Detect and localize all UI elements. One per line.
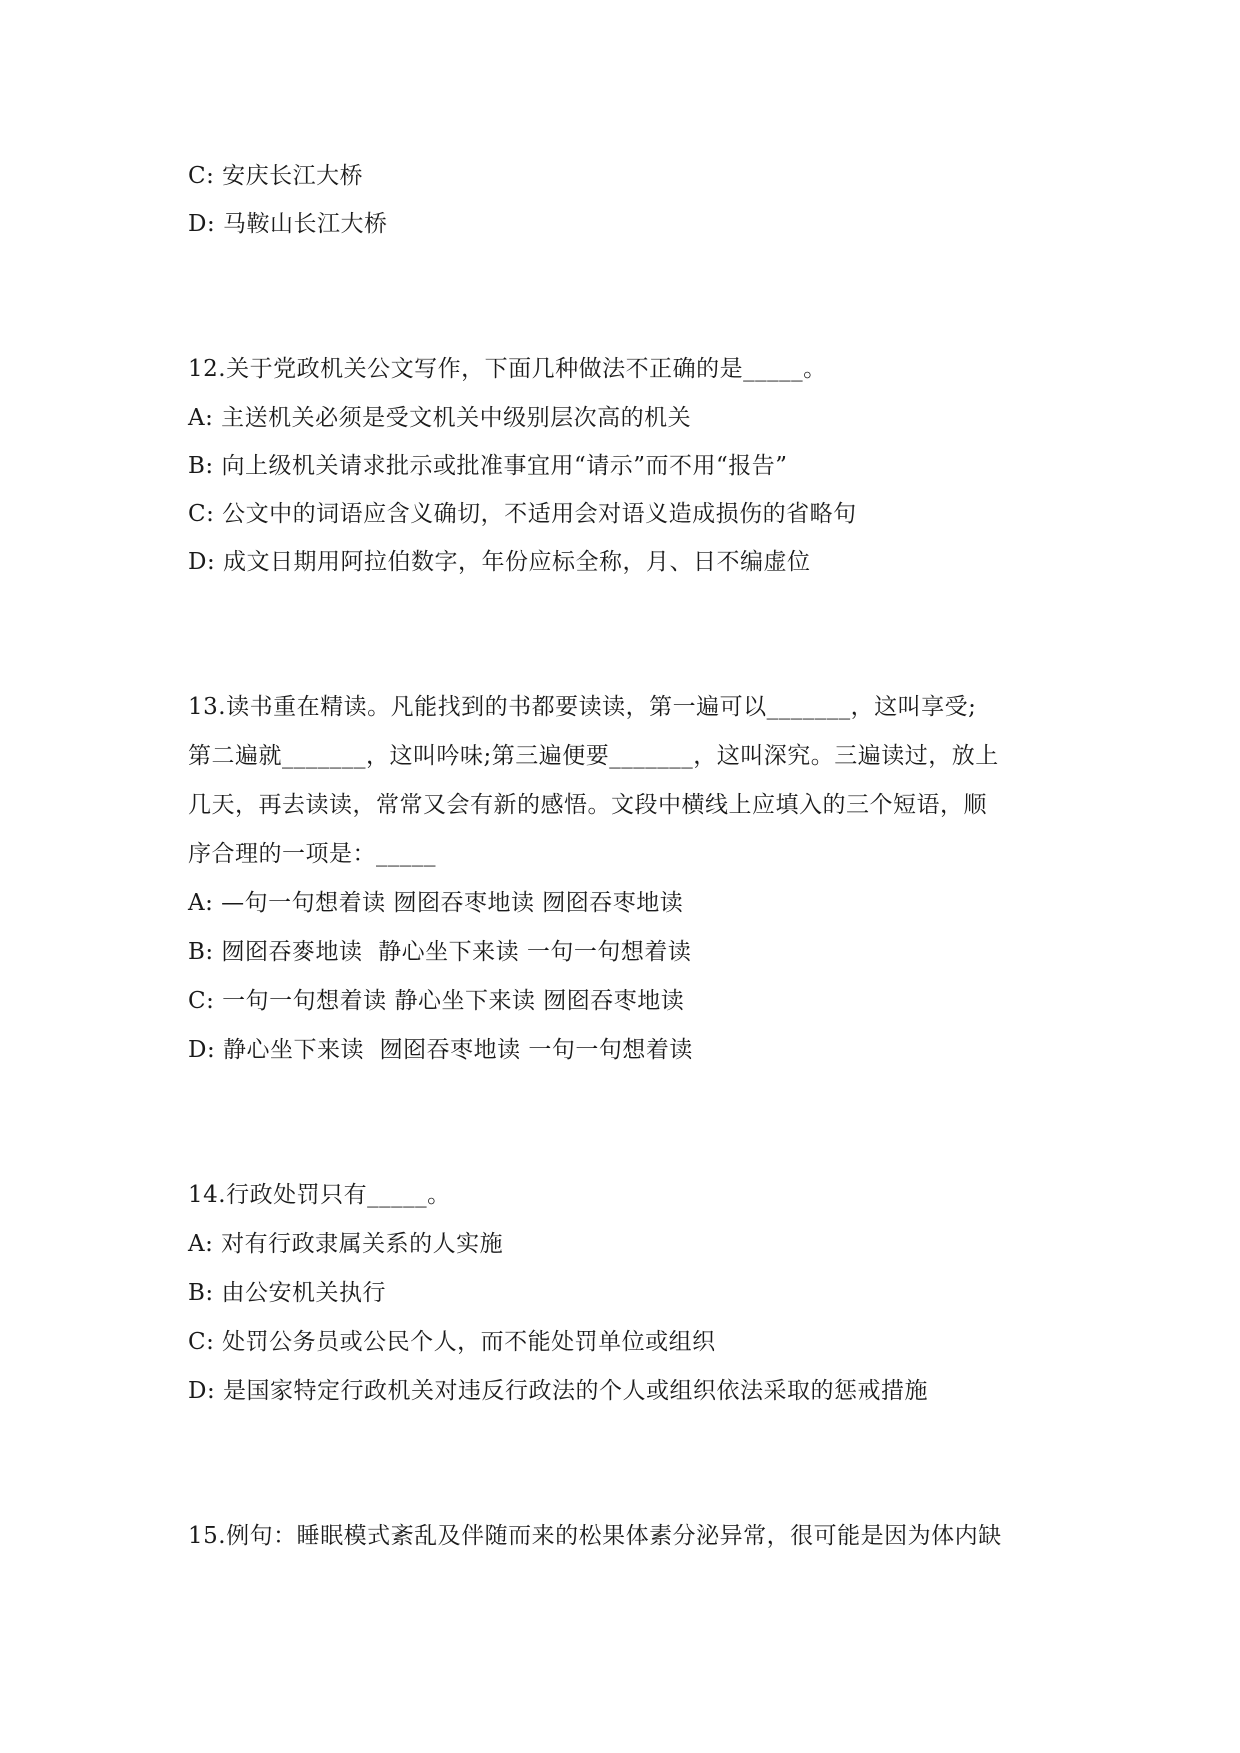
question-12-option-b: B: 向上级机关请求批示或批准事宜用“请示”而不用“报告” <box>188 453 788 479</box>
question-12-option-d: D: 成文日期用阿拉伯数字，年份应标全称，月、日不编虚位 <box>188 549 811 575</box>
question-12-option-a: A: 主送机关必须是受文机关中级别层次高的机关 <box>188 405 692 431</box>
question-14-option-a: A: 对有行政隶属关系的人实施 <box>188 1231 504 1257</box>
question-14-option-c: C: 处罚公务员或公民个人，而不能处罚单位或组织 <box>188 1329 716 1355</box>
question-14-option-b: B: 由公安机关执行 <box>188 1280 386 1306</box>
option-d: D: 马鞍山长江大桥 <box>188 211 388 237</box>
question-13-stem-line-3: 几天，再去读读，常常又会有新的感悟。文段中横线上应填入的三个短语，顺 <box>188 792 987 818</box>
question-13-option-b: B: 囫囵吞麥地读 静心坐下来读 一句一句想着读 <box>188 939 692 965</box>
question-14-stem: 14.行政处罚只有_____。 <box>188 1182 451 1208</box>
question-12-stem: 12.关于党政机关公文写作，下面几种做法不正确的是_____。 <box>188 356 827 382</box>
option-c: C: 安庆长江大桥 <box>188 163 364 189</box>
question-14-option-d: D: 是国家特定行政机关对违反行政法的个人或组织依法采取的惩戒措施 <box>188 1378 929 1404</box>
question-13-stem-line-1: 13.读书重在精读。凡能找到的书都要读读，第一遍可以_______，这叫享受; <box>188 694 977 720</box>
question-15-stem: 15.例句：睡眠模式紊乱及伴随而来的松果体素分泌异常，很可能是因为体内缺 <box>188 1523 1002 1549</box>
question-12-option-c: C: 公文中的词语应含义确切，不适用会对语义造成损伤的省略句 <box>188 501 857 527</box>
question-13-stem-line-2: 第二遍就_______，这叫吟味;第三遍便要_______，这叫深究。三遍读过，放上 <box>188 743 999 769</box>
question-13-stem-line-4: 序合理的一项是：_____ <box>188 841 436 867</box>
question-13-option-c: C: 一句一句想着读 静心坐下来读 囫囵吞枣地读 <box>188 988 685 1014</box>
question-13-option-d: D: 静心坐下来读 囫囵吞枣地读 一句一句想着读 <box>188 1037 693 1063</box>
question-13-option-a: A: —句一句想着读 囫囵吞枣地读 囫囵吞枣地读 <box>188 890 684 916</box>
